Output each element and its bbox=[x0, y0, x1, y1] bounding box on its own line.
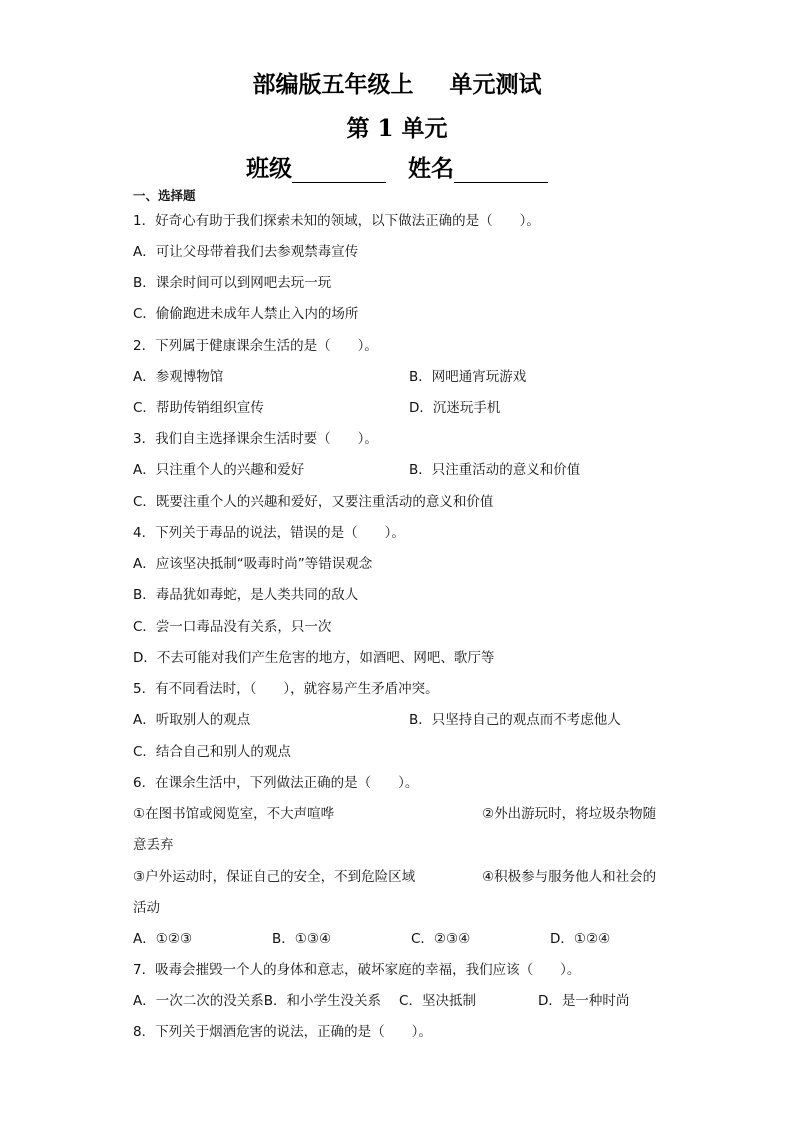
option: A．可让父母带着我们去参观禁毒宣传 bbox=[133, 244, 359, 260]
student-info bbox=[0, 150, 794, 183]
statement-row bbox=[133, 867, 693, 887]
option: A．只注重个人的兴趣和爱好 bbox=[133, 462, 305, 478]
question-stem: 2．下列属于健康课余生活的是（ ）。 bbox=[133, 338, 378, 354]
option-row bbox=[133, 929, 693, 949]
option: C．尝一口毒品没有关系，只一次 bbox=[133, 619, 332, 635]
class-label: 班级 bbox=[246, 155, 292, 182]
name-label: 姓名 bbox=[408, 155, 454, 182]
option: C．既要注重个人的兴趣和爱好，又要注重活动的意义和价值 bbox=[133, 494, 494, 510]
option: A．参观博物馆 bbox=[133, 369, 224, 385]
option: C．偷偷跑进未成年人禁止入内的场所 bbox=[133, 306, 359, 322]
option-row bbox=[133, 460, 693, 480]
statement: ③户外运动时，保证自己的安全，不到危险区域 bbox=[133, 869, 416, 885]
option: B．只注重活动的意义和价值 bbox=[409, 462, 581, 478]
option: B．课余时间可以到网吧去玩一玩 bbox=[133, 275, 332, 291]
option-row bbox=[133, 991, 693, 1011]
option: C．帮助传销组织宣传 bbox=[133, 400, 264, 416]
option: C．坚决抵制 bbox=[399, 993, 476, 1009]
question-stem: 4．下列关于毒品的说法，错误的是（ ）。 bbox=[133, 525, 405, 541]
question-stem: 8．下列关于烟酒危害的说法，正确的是（ ）。 bbox=[133, 1024, 432, 1040]
statement: ②外出游玩时，将垃圾杂物随 bbox=[482, 806, 657, 822]
option: C．结合自己和别人的观点 bbox=[133, 744, 291, 760]
question-stem: 3．我们自主选择课余生活时要（ ）。 bbox=[133, 431, 378, 447]
statement: ④积极参与服务他人和社会的 bbox=[482, 869, 657, 885]
question-stem: 5．有不同看法时，（ ），就容易产生矛盾冲突。 bbox=[133, 681, 439, 697]
option: A．听取别人的观点 bbox=[133, 712, 251, 728]
statement: 活动 bbox=[133, 900, 160, 916]
statement-row bbox=[133, 804, 693, 824]
title-test: 单元测试 bbox=[449, 71, 542, 98]
option-row bbox=[133, 710, 693, 730]
title-grade: 部编版五年级上 bbox=[252, 71, 414, 98]
option: B．毒品犹如毒蛇，是人类共同的敌人 bbox=[133, 587, 359, 603]
unit-title: 第 1 单元 bbox=[346, 115, 448, 142]
option: A．①②③ bbox=[133, 931, 193, 947]
option: C．②③④ bbox=[411, 931, 471, 947]
class-blank[interactable] bbox=[292, 156, 386, 183]
option: A．一次二次的没关系 bbox=[133, 993, 264, 1009]
option: D．①②④ bbox=[550, 931, 611, 947]
option: D．不去可能对我们产生危害的地方，如酒吧、网吧、歌厅等 bbox=[133, 650, 495, 666]
statement: 意丢弃 bbox=[133, 837, 174, 853]
option: D．是一种时尚 bbox=[538, 993, 630, 1009]
exam-title bbox=[0, 66, 794, 99]
option-row bbox=[133, 398, 693, 418]
option: B．①③④ bbox=[272, 931, 332, 947]
question-stem: 6．在课余生活中，下列做法正确的是（ ）。 bbox=[133, 775, 419, 791]
option: A．应该坚决抵制“吸毒时尚”等错误观念 bbox=[133, 556, 373, 572]
statement: ①在图书馆或阅览室，不大声喧哗 bbox=[133, 806, 335, 822]
option: B．网吧通宵玩游戏 bbox=[409, 369, 527, 385]
option: D．沉迷玩手机 bbox=[409, 400, 501, 416]
option: B．和小学生没关系 bbox=[263, 993, 382, 1009]
name-blank[interactable] bbox=[454, 156, 548, 183]
question-stem: 1．好奇心有助于我们探索未知的领域，以下做法正确的是（ ）。 bbox=[133, 213, 540, 229]
section-title: 一、选择题 bbox=[133, 188, 196, 203]
option: B．只坚持自己的观点而不考虑他人 bbox=[409, 712, 621, 728]
option-row bbox=[133, 367, 693, 387]
question-stem: 7．吸毒会摧毁一个人的身体和意志，破坏家庭的幸福，我们应该（ ）。 bbox=[133, 962, 581, 978]
